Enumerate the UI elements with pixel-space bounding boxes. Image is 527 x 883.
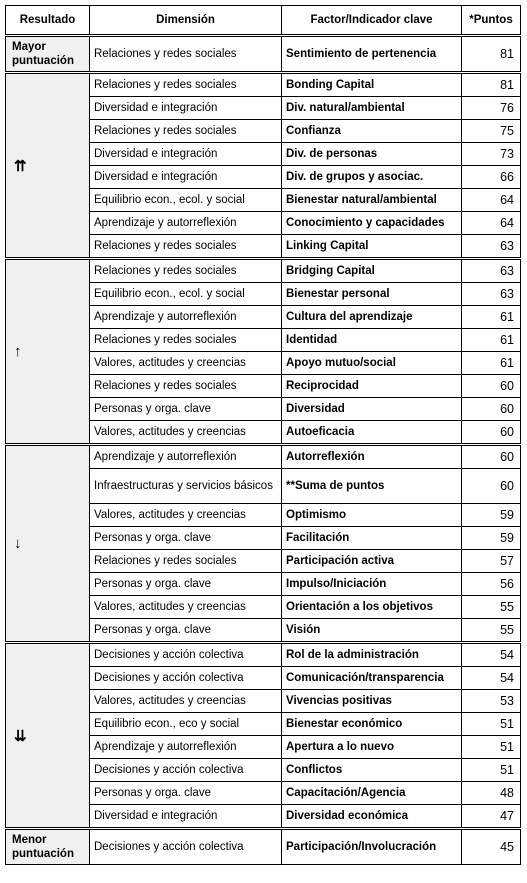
factor-cell: Bridging Capital — [282, 259, 462, 283]
dimension-cell: Valores, actitudes y creencias — [90, 421, 282, 445]
factor-cell: Visión — [282, 619, 462, 643]
result-group — [6, 36, 521, 73]
dimension-cell: Valores, actitudes y creencias — [90, 690, 282, 713]
points-cell: 51 — [462, 759, 521, 782]
factor-cell: Bienestar personal — [282, 283, 462, 306]
factor-cell: Impulso/Iniciación — [282, 573, 462, 596]
factor-cell: Confianza — [282, 120, 462, 143]
factor-cell: Conocimiento y capacidades — [282, 212, 462, 235]
points-cell: 59 — [462, 527, 521, 550]
factor-cell: Orientación a los objetivos — [282, 596, 462, 619]
points-cell: 81 — [462, 73, 521, 97]
result-arrow-icon: ↑ — [6, 259, 90, 445]
dimension-cell: Diversidad e integración — [90, 97, 282, 120]
factor-cell: Diversidad económica — [282, 805, 462, 829]
header-row — [6, 6, 521, 36]
dimension-cell: Relaciones y redes sociales — [90, 73, 282, 97]
factor-cell: Diversidad — [282, 398, 462, 421]
points-cell: 47 — [462, 805, 521, 829]
result-group — [6, 643, 521, 829]
factor-cell: Autorreflexión — [282, 445, 462, 469]
factor-cell: Capacitación/Agencia — [282, 782, 462, 805]
points-cell: 60 — [462, 375, 521, 398]
factor-cell: Sentimiento de pertenencia — [282, 36, 462, 73]
points-cell: 75 — [462, 120, 521, 143]
points-cell: 73 — [462, 143, 521, 166]
dimension-cell: Valores, actitudes y creencias — [90, 596, 282, 619]
result-group — [6, 73, 521, 259]
points-cell: 64 — [462, 189, 521, 212]
dimension-cell: Decisiones y acción colectiva — [90, 829, 282, 865]
factor-cell: Comunicación/transparencia — [282, 667, 462, 690]
points-cell: 51 — [462, 736, 521, 759]
header-puntos: *Puntos — [462, 6, 521, 36]
points-cell: 54 — [462, 667, 521, 690]
points-cell: 57 — [462, 550, 521, 573]
points-cell: 63 — [462, 259, 521, 283]
factor-cell: Identidad — [282, 329, 462, 352]
points-cell: 55 — [462, 596, 521, 619]
factor-cell: Div. natural/ambiental — [282, 97, 462, 120]
dimension-cell: Personas y orga. clave — [90, 573, 282, 596]
factor-cell: Autoeficacia — [282, 421, 462, 445]
points-cell: 59 — [462, 504, 521, 527]
dimension-cell: Decisiones y acción colectiva — [90, 759, 282, 782]
dimension-cell: Personas y orga. clave — [90, 527, 282, 550]
header-factor: Factor/Indicador clave — [282, 6, 462, 36]
table-row — [6, 73, 521, 97]
dimension-cell: Equilibrio econ., ecol. y social — [90, 283, 282, 306]
table-header — [6, 6, 521, 36]
points-cell: 66 — [462, 166, 521, 189]
points-cell: 48 — [462, 782, 521, 805]
dimension-cell: Aprendizaje y autorreflexión — [90, 212, 282, 235]
result-group — [6, 259, 521, 445]
dimension-cell: Relaciones y redes sociales — [90, 550, 282, 573]
points-cell: 45 — [462, 829, 521, 865]
header-resultado: Resultado — [6, 6, 90, 36]
points-cell: 51 — [462, 713, 521, 736]
factor-cell: Div. de personas — [282, 143, 462, 166]
table-row — [6, 36, 521, 73]
dimension-cell: Equilibrio econ., ecol. y social — [90, 189, 282, 212]
factor-cell: Bienestar natural/ambiental — [282, 189, 462, 212]
factor-cell: Bienestar económico — [282, 713, 462, 736]
result-group — [6, 445, 521, 643]
dimension-cell: Personas y orga. clave — [90, 619, 282, 643]
factor-cell: Apoyo mutuo/social — [282, 352, 462, 375]
factor-cell: Participación/Involucración — [282, 829, 462, 865]
dimension-cell: Diversidad e integración — [90, 805, 282, 829]
dimension-cell: Relaciones y redes sociales — [90, 259, 282, 283]
factor-cell: Linking Capital — [282, 235, 462, 259]
dimension-cell: Valores, actitudes y creencias — [90, 504, 282, 527]
points-cell: 60 — [462, 398, 521, 421]
points-cell: 54 — [462, 643, 521, 667]
dimension-cell: Aprendizaje y autorreflexión — [90, 736, 282, 759]
points-cell: 76 — [462, 97, 521, 120]
table-row — [6, 445, 521, 469]
dimension-cell: Decisiones y acción colectiva — [90, 667, 282, 690]
header-dimension: Dimensión — [90, 6, 282, 36]
result-label: Menor puntuación — [6, 829, 90, 865]
factor-cell: Bonding Capital — [282, 73, 462, 97]
factor-cell: Rol de la administración — [282, 643, 462, 667]
factor-cell: Participación activa — [282, 550, 462, 573]
points-cell: 63 — [462, 235, 521, 259]
dimension-cell: Personas y orga. clave — [90, 398, 282, 421]
points-cell: 53 — [462, 690, 521, 713]
dimension-cell: Decisiones y acción colectiva — [90, 643, 282, 667]
points-cell: 61 — [462, 352, 521, 375]
points-cell: 60 — [462, 445, 521, 469]
points-cell: 55 — [462, 619, 521, 643]
points-cell: 63 — [462, 283, 521, 306]
dimension-cell: Infraestructuras y servicios básicos — [90, 469, 282, 504]
table-row — [6, 259, 521, 283]
dimension-cell: Diversidad e integración — [90, 143, 282, 166]
dimension-cell: Valores, actitudes y creencias — [90, 352, 282, 375]
dimension-cell: Aprendizaje y autorreflexión — [90, 445, 282, 469]
dimension-cell: Aprendizaje y autorreflexión — [90, 306, 282, 329]
dimension-cell: Relaciones y redes sociales — [90, 375, 282, 398]
points-cell: 61 — [462, 329, 521, 352]
dimension-cell: Diversidad e integración — [90, 166, 282, 189]
factor-cell: Vivencias positivas — [282, 690, 462, 713]
result-arrow-icon: ↓ — [6, 445, 90, 643]
dimension-cell: Personas y orga. clave — [90, 782, 282, 805]
dimension-cell: Relaciones y redes sociales — [90, 235, 282, 259]
points-cell: 61 — [462, 306, 521, 329]
result-label: Mayor puntuación — [6, 36, 90, 73]
dimension-cell: Relaciones y redes sociales — [90, 36, 282, 73]
points-cell: 60 — [462, 469, 521, 504]
factor-cell: Div. de grupos y asociac. — [282, 166, 462, 189]
factor-cell: Cultura del aprendizaje — [282, 306, 462, 329]
result-arrow-icon: ⇈ — [6, 73, 90, 259]
result-group — [6, 829, 521, 865]
table-row — [6, 829, 521, 865]
dimension-cell: Relaciones y redes sociales — [90, 329, 282, 352]
factor-cell: Reciprocidad — [282, 375, 462, 398]
factor-cell: Apertura a lo nuevo — [282, 736, 462, 759]
points-cell: 56 — [462, 573, 521, 596]
points-cell: 60 — [462, 421, 521, 445]
results-table — [5, 5, 521, 865]
factor-cell: Facilitación — [282, 527, 462, 550]
factor-cell: **Suma de puntos — [282, 469, 462, 504]
table-row — [6, 643, 521, 667]
dimension-cell: Equilibrio econ., eco y social — [90, 713, 282, 736]
factor-cell: Conflictos — [282, 759, 462, 782]
result-arrow-icon: ⇊ — [6, 643, 90, 829]
points-cell: 81 — [462, 36, 521, 73]
dimension-cell: Relaciones y redes sociales — [90, 120, 282, 143]
points-cell: 64 — [462, 212, 521, 235]
factor-cell: Optimismo — [282, 504, 462, 527]
